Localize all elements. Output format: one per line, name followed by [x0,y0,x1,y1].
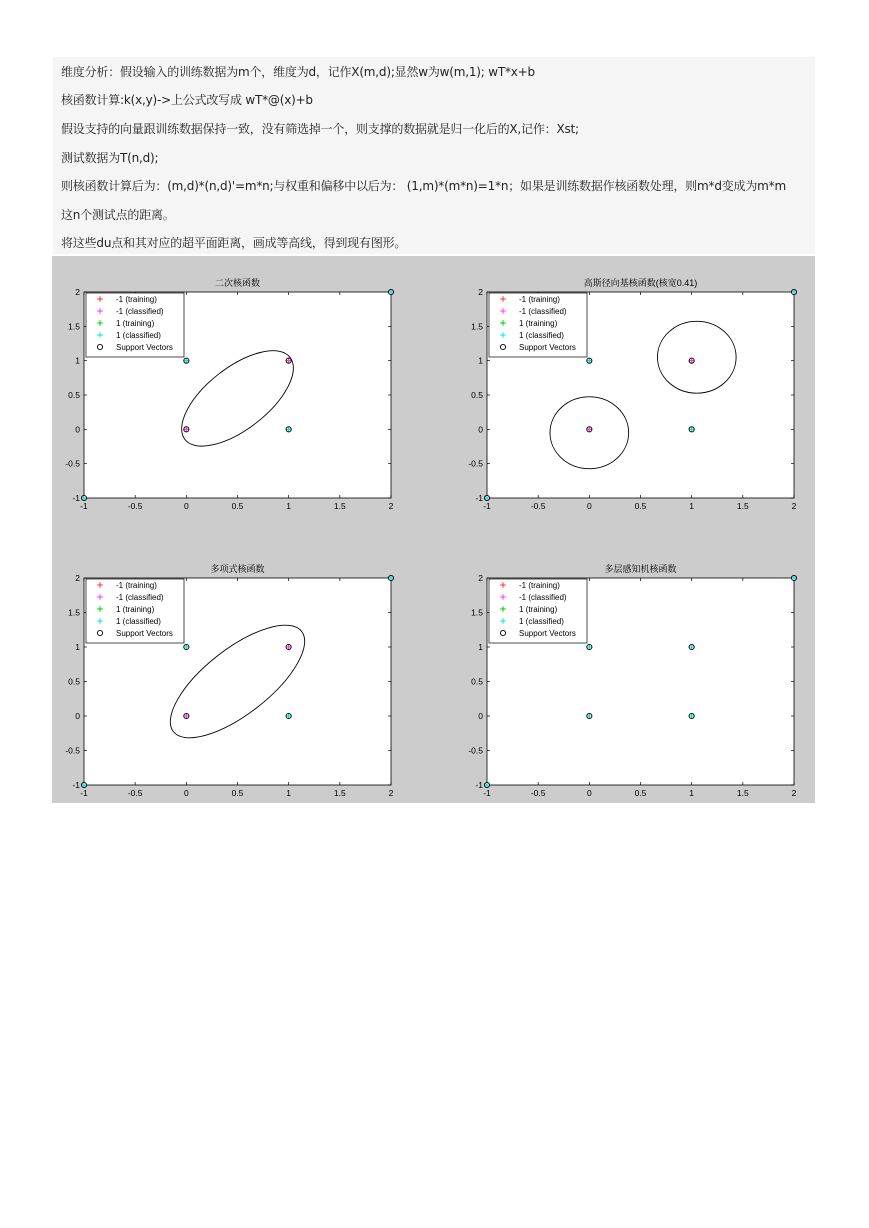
text-line: 核函数计算:k(x,y)->上公式改写成 wT*@(x)+b [61,93,313,107]
x-tick-label: 1 [689,788,695,798]
legend-label: 1 (classified) [116,331,161,340]
legend-label: 1 (training) [116,605,155,614]
x-tick-label: 0.5 [634,788,647,798]
x-tick-label: -0.5 [530,501,546,511]
legend-label: Support Vectors [116,343,173,352]
legend-label: -1 (training) [519,295,560,304]
y-tick-label: 0.5 [471,390,483,400]
text-line: 测试数据为T(n,d); [61,151,159,165]
y-tick-label: 0 [478,711,483,721]
chart-title: 多层感知机核函数 [604,564,677,574]
y-tick-label: 1 [478,642,483,652]
text-line: 将这些du点和其对应的超平面距离，画成等高线，得到现有图形。 [61,236,407,250]
x-tick-label: 1 [689,501,695,511]
x-tick-label: 0 [586,501,592,511]
y-tick-label: 1 [478,355,483,366]
legend-label: -1 (training) [116,581,157,590]
x-tick-label: 1 [286,788,292,798]
y-tick-label: -1 [475,493,483,503]
legend-label: Support Vectors [519,343,576,352]
text-line: 假设支持的向量跟训练数据保持一致，没有筛选掉一个，则支撑的数据就是归一化后的X,记作：Xst; [61,122,579,136]
x-tick-label: 0 [586,788,592,798]
x-tick-label: 2 [791,501,797,511]
y-tick-label: 1 [75,642,80,652]
legend-label: -1 (classified) [519,593,567,602]
y-tick-label: 1.5 [471,607,483,618]
text-line: 这n个测试点的距离。 [61,208,175,222]
legend-label: -1 (classified) [519,307,567,316]
legend-label: -1 (training) [116,295,157,304]
figure-svg [52,256,815,803]
figure-panel [52,256,815,803]
y-tick-label: 0.5 [68,390,80,400]
chart-3 [65,563,393,798]
chart-1 [65,277,393,511]
y-tick-label: -1 [475,780,483,790]
text-block [53,57,815,254]
legend-label: 1 (training) [519,319,558,328]
y-tick-label: -0.5 [468,458,483,469]
x-tick-label: 0 [183,501,189,511]
y-tick-label: 0.5 [68,676,80,687]
legend-label: 1 (training) [116,319,155,328]
y-tick-label: 1.5 [68,607,80,618]
chart-title: 高斯径向基核函数(核宽0.41) [583,278,698,288]
x-tick-label: 1 [286,501,292,511]
chart-title: 多项式核函数 [210,564,265,574]
x-tick-label: 1.5 [333,788,346,798]
legend-label: -1 (classified) [116,593,164,602]
chart-title: 二次核函数 [214,278,261,288]
x-tick-label: 0.5 [634,501,647,511]
y-tick-label: 2 [478,573,483,583]
x-tick-label: 0 [183,788,189,798]
x-tick-label: 2 [388,501,394,511]
x-tick-label: 1.5 [736,501,749,511]
x-tick-label: -0.5 [127,501,143,511]
y-tick-label: 1 [75,355,80,366]
legend-label: -1 (classified) [116,307,164,316]
x-tick-label: 1.5 [333,501,346,511]
y-tick-label: 2 [75,573,80,583]
x-tick-label: 2 [791,788,797,798]
y-tick-label: 1.5 [68,321,80,332]
legend-label: 1 (classified) [519,617,564,626]
y-tick-label: 1.5 [471,321,483,332]
y-tick-label: -0.5 [65,458,80,469]
legend-label: Support Vectors [116,629,173,638]
y-tick-label: -1 [72,493,80,503]
x-tick-label: -1 [80,788,88,798]
x-tick-label: -0.5 [127,788,143,798]
chart-4 [468,563,796,798]
text-line: 维度分析：假设输入的训练数据为m个，维度为d，记作X(m,d);显然w为w(m,1); wT*x+b [61,65,535,79]
x-tick-label: 0.5 [231,501,244,511]
y-tick-label: 0 [75,711,80,721]
y-tick-label: 0 [478,424,483,435]
x-tick-label: -1 [80,501,88,511]
text-line: 则核函数计算后为：(m,d)*(n,d)'=m*n;与权重和偏移中以后为： (1,m)*(m*n)=1*n；如果是训练数据作核函数处理，则m*d变成为m*m [61,179,786,193]
x-tick-label: -0.5 [530,788,546,798]
x-tick-label: 0.5 [231,788,244,798]
y-tick-label: -0.5 [65,745,80,756]
y-tick-label: 2 [75,287,80,297]
legend-label: Support Vectors [519,629,576,638]
x-tick-label: 1.5 [736,788,749,798]
y-tick-label: 0.5 [471,676,483,687]
y-tick-label: 0 [75,424,80,435]
legend-label: 1 (classified) [116,617,161,626]
x-tick-label: 2 [388,788,394,798]
y-tick-label: -0.5 [468,745,483,756]
y-tick-label: 2 [478,287,483,297]
x-tick-label: -1 [483,501,491,511]
legend-label: -1 (training) [519,581,560,590]
x-tick-label: -1 [483,788,491,798]
legend-label: 1 (training) [519,605,558,614]
chart-2 [468,277,796,511]
legend-label: 1 (classified) [519,331,564,340]
y-tick-label: -1 [72,780,80,790]
